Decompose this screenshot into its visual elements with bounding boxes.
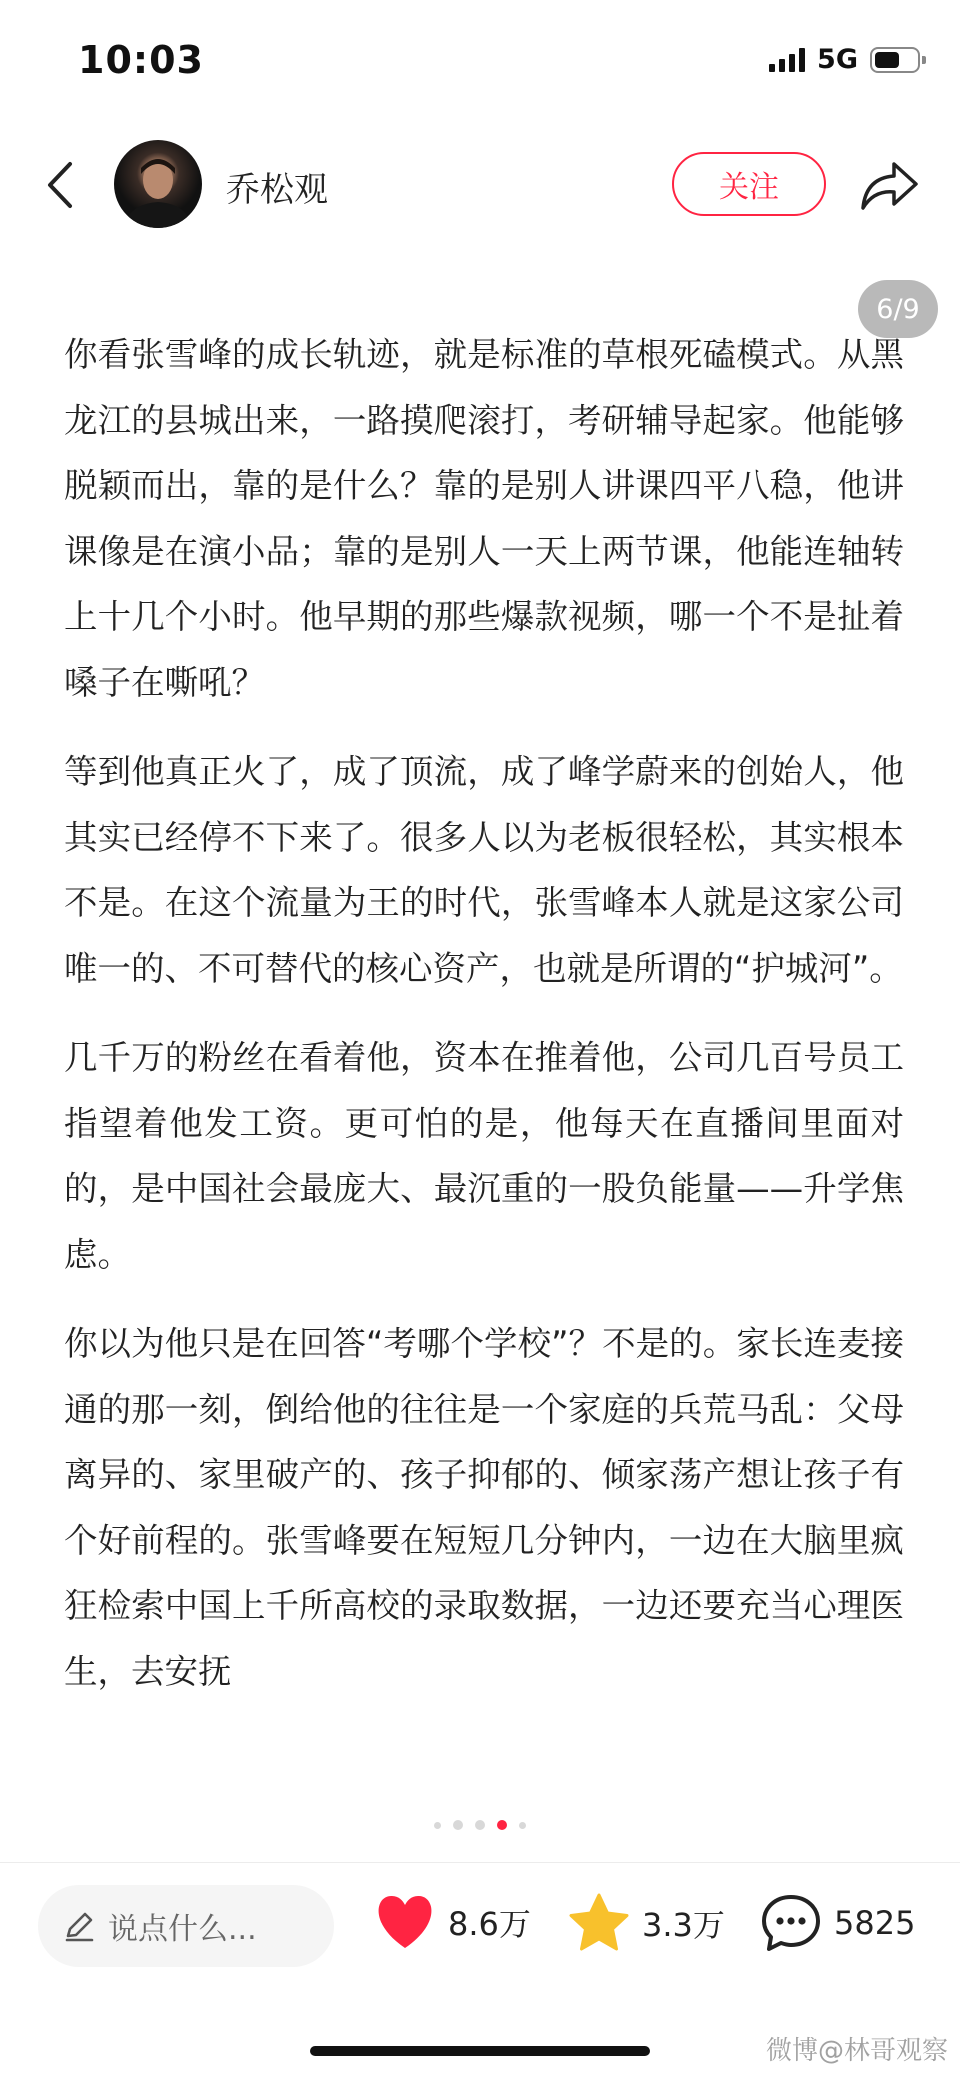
network-type: 5G (817, 44, 858, 75)
comment-input[interactable] (38, 1885, 334, 1967)
engagement-bar (0, 1863, 960, 1993)
content-paragraph: 几千万的粉丝在看着他，资本在推着他，公司几百号员工指望着他发工资。更可怕的是，他每天在直播间里面对的，是中国社会最庞大、最沉重的一股负能量——升学焦虑。 (64, 1038, 904, 1274)
content-paragraph: 你看张雪峰的成长轨迹，就是标准的草根死磕模式。从黑龙江的县城出来，一路摸爬滚打，考研辅导起家。他能够脱颖而出，靠的是什么？靠的是别人讲课四平八稳，他讲课像是在演小品；靠的是别人一天上两节课，他能连轴转上十几个小时。他早期的那些爆款视频，哪一个不是扯着嗓子在嘶吼？ (64, 335, 904, 702)
like-count: 8.6万 (448, 1905, 531, 1943)
content-paragraph: 等到他真正火了，成了顶流，成了峰学蔚来的创始人，他其实已经停不下来了。很多人以为老板很轻松，其实根本不是。在这个流量为王的时代，张雪峰本人就是这家公司唯一的、不可替代的核心资产，也就是所谓的“护城河”。 (64, 752, 904, 988)
comment-button[interactable] (760, 1893, 915, 1953)
note-content (64, 322, 904, 1728)
author-name[interactable]: 乔松观 (226, 170, 328, 210)
collect-button[interactable] (568, 1893, 725, 1953)
follow-button[interactable]: 关注 (672, 152, 826, 216)
image-page-indicator: 6/9 (858, 280, 938, 338)
avatar-portrait (114, 140, 202, 228)
note-header (0, 130, 960, 240)
share-arrow-icon (858, 158, 920, 214)
watermark: 微博@林哥观察 (765, 2036, 948, 2066)
carousel-dot (453, 1820, 463, 1830)
like-button[interactable] (374, 1893, 531, 1951)
share-button[interactable] (858, 158, 920, 214)
comment-count: 5825 (834, 1904, 916, 1942)
cellular-signal-icon (769, 48, 805, 72)
comment-placeholder: 说点什么... (108, 1912, 257, 1947)
status-time: 10:03 (78, 38, 204, 82)
carousel-dot (475, 1820, 485, 1830)
status-indicators (769, 44, 920, 75)
chevron-left-icon (40, 160, 80, 210)
author-avatar[interactable] (114, 140, 202, 228)
carousel-dot (434, 1822, 441, 1829)
carousel-dot (519, 1822, 526, 1829)
collect-count: 3.3万 (642, 1906, 725, 1944)
home-indicator[interactable] (310, 2046, 650, 2056)
heart-icon (374, 1893, 436, 1951)
battery-icon (870, 47, 920, 73)
content-paragraph: 你以为他只是在回答“考哪个学校”？不是的。家长连麦接通的那一刻，倒给他的往往是一个家庭的兵荒马乱：父母离异的、家里破产的、孩子抑郁的、倾家荡产想让孩子有个好前程的。张雪峰要在短短几分钟内，一边在大脑里疯狂检索中国上千所高校的录取数据，一边还要充当心理医生，去安抚 (64, 1324, 904, 1691)
carousel-dot-active (497, 1820, 507, 1830)
carousel-dots (0, 1820, 960, 1830)
star-icon (568, 1893, 630, 1953)
pencil-icon (62, 1909, 96, 1943)
status-bar (0, 0, 960, 120)
chat-bubble-icon (760, 1893, 822, 1953)
back-button[interactable] (40, 160, 80, 210)
